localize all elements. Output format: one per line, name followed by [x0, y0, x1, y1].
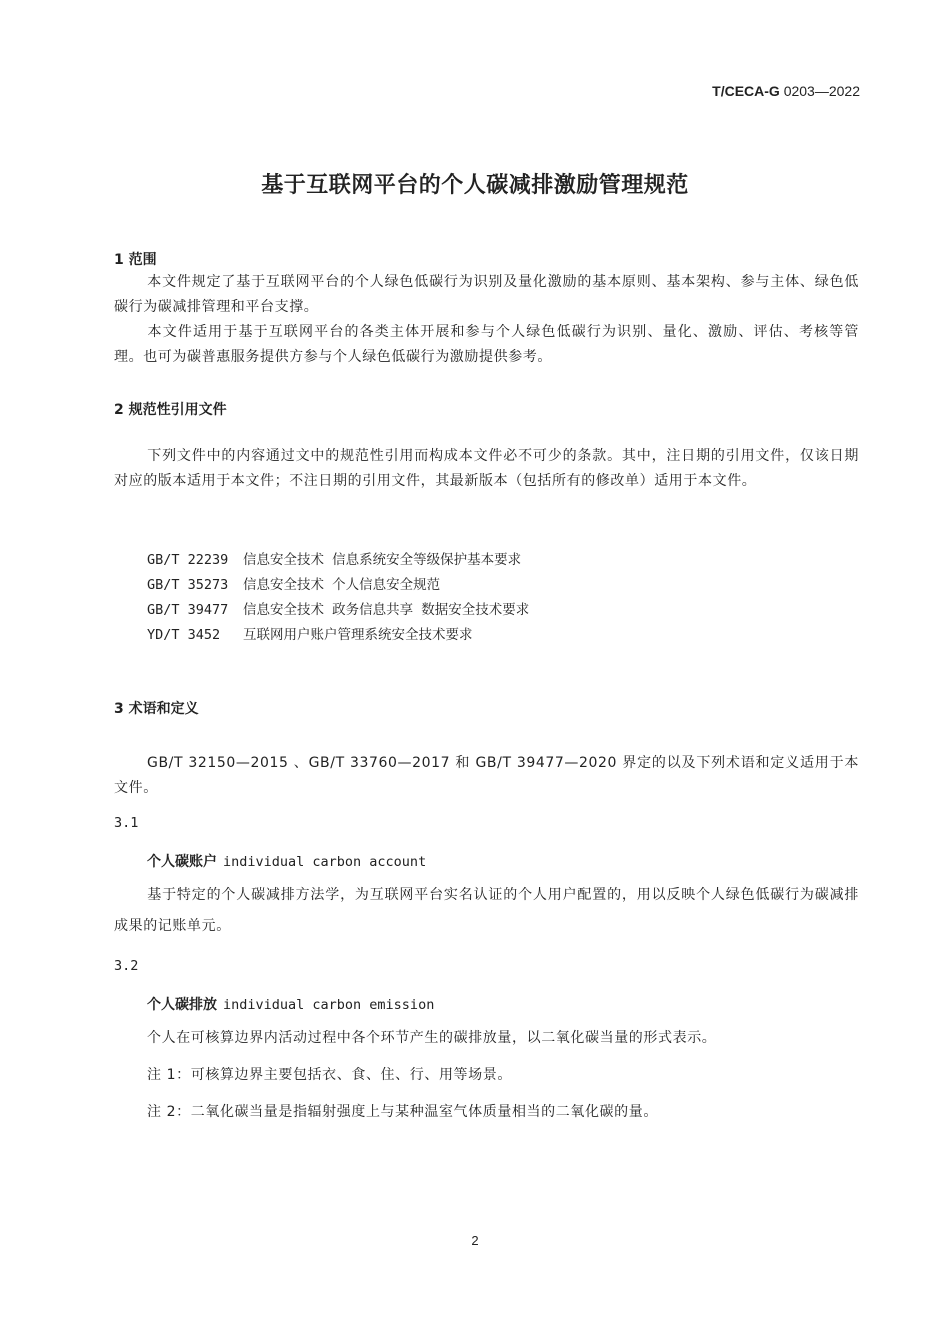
section-1-paragraph-1	[114, 270, 859, 320]
page-number: 2	[471, 1233, 479, 1248]
term-3-1-definition	[114, 880, 859, 942]
section-2-intro	[114, 444, 859, 494]
reference-title: 信息安全技术 政务信息共享 数据安全技术要求	[243, 602, 530, 618]
term-3-2-note-2: 注 2：二氧化碳当量是指辐射强度上与某种温室气体质量相当的二氧化碳的量。	[147, 1104, 658, 1120]
section-1-paragraph-1-text: 本文件规定了基于互联网平台的个人绿色低碳行为识别及量化激励的基本原则、基本架构、参与主体、绿色低碳行为碳减排管理和平台支撑。	[114, 274, 859, 315]
reference-item	[147, 623, 473, 643]
reference-title: 信息安全技术 信息系统安全等级保护基本要求	[243, 552, 522, 568]
section-3-intro-text: GB/T 32150—2015 、GB/T 33760—2017 和 GB/T 39477—2020 界定的以及下列术语和定义适用于本文件。	[114, 755, 859, 796]
reference-item	[147, 573, 440, 593]
term-en: individual carbon emission	[223, 997, 435, 1013]
reference-title: 互联网用户账户管理系统安全技术要求	[243, 627, 473, 643]
term-zh: 个人碳排放	[147, 997, 217, 1013]
term-en: individual carbon account	[223, 854, 427, 870]
standard-code-number: 0203—2022	[779, 83, 860, 99]
reference-code: GB/T 22239	[147, 552, 229, 568]
section-1-paragraph-2-text: 本文件适用于基于互联网平台的各类主体开展和参与个人绿色低碳行为识别、量化、激励、评估、考核等管理。也可为碳普惠服务提供方参与个人绿色低碳行为激励提供参考。	[114, 324, 859, 365]
reference-code: YD/T 3452	[147, 627, 221, 643]
section-3-heading: 3 术语和定义	[114, 701, 199, 717]
term-3-1-number: 3.1	[114, 815, 139, 831]
reference-code: GB/T 39477	[147, 602, 229, 618]
term-3-2-note-1: 注 1：可核算边界主要包括衣、食、住、行、用等场景。	[147, 1067, 512, 1083]
term-3-2-number: 3.2	[114, 958, 139, 974]
term-3-1-heading	[147, 851, 426, 871]
reference-code: GB/T 35273	[147, 577, 229, 593]
reference-item	[147, 548, 521, 568]
section-2-heading: 2 规范性引用文件	[114, 402, 227, 418]
term-3-2-definition: 个人在可核算边界内活动过程中各个环节产生的碳排放量，以二氧化碳当量的形式表示。	[147, 1030, 717, 1046]
term-3-1-definition-text: 基于特定的个人碳减排方法学，为互联网平台实名认证的个人用户配置的，用以反映个人绿色低碳行为碳减排成果的记账单元。	[114, 887, 859, 934]
term-3-2-heading	[147, 994, 434, 1014]
document-title: 基于互联网平台的个人碳减排激励管理规范	[261, 173, 689, 198]
section-1-paragraph-2	[114, 320, 859, 370]
standard-code-header	[712, 83, 860, 99]
reference-item	[147, 598, 529, 618]
reference-title: 信息安全技术 个人信息安全规范	[243, 577, 441, 593]
section-2-intro-text: 下列文件中的内容通过文中的规范性引用而构成本文件必不可少的条款。其中，注日期的引用文件，仅该日期对应的版本适用于本文件；不注日期的引用文件，其最新版本（包括所有的修改单）适用于本文件。	[114, 448, 859, 489]
section-3-intro	[114, 751, 859, 801]
standard-code-prefix: T/CECA-G	[712, 83, 780, 99]
section-1-heading: 1 范围	[114, 252, 157, 268]
term-zh: 个人碳账户	[147, 854, 217, 870]
